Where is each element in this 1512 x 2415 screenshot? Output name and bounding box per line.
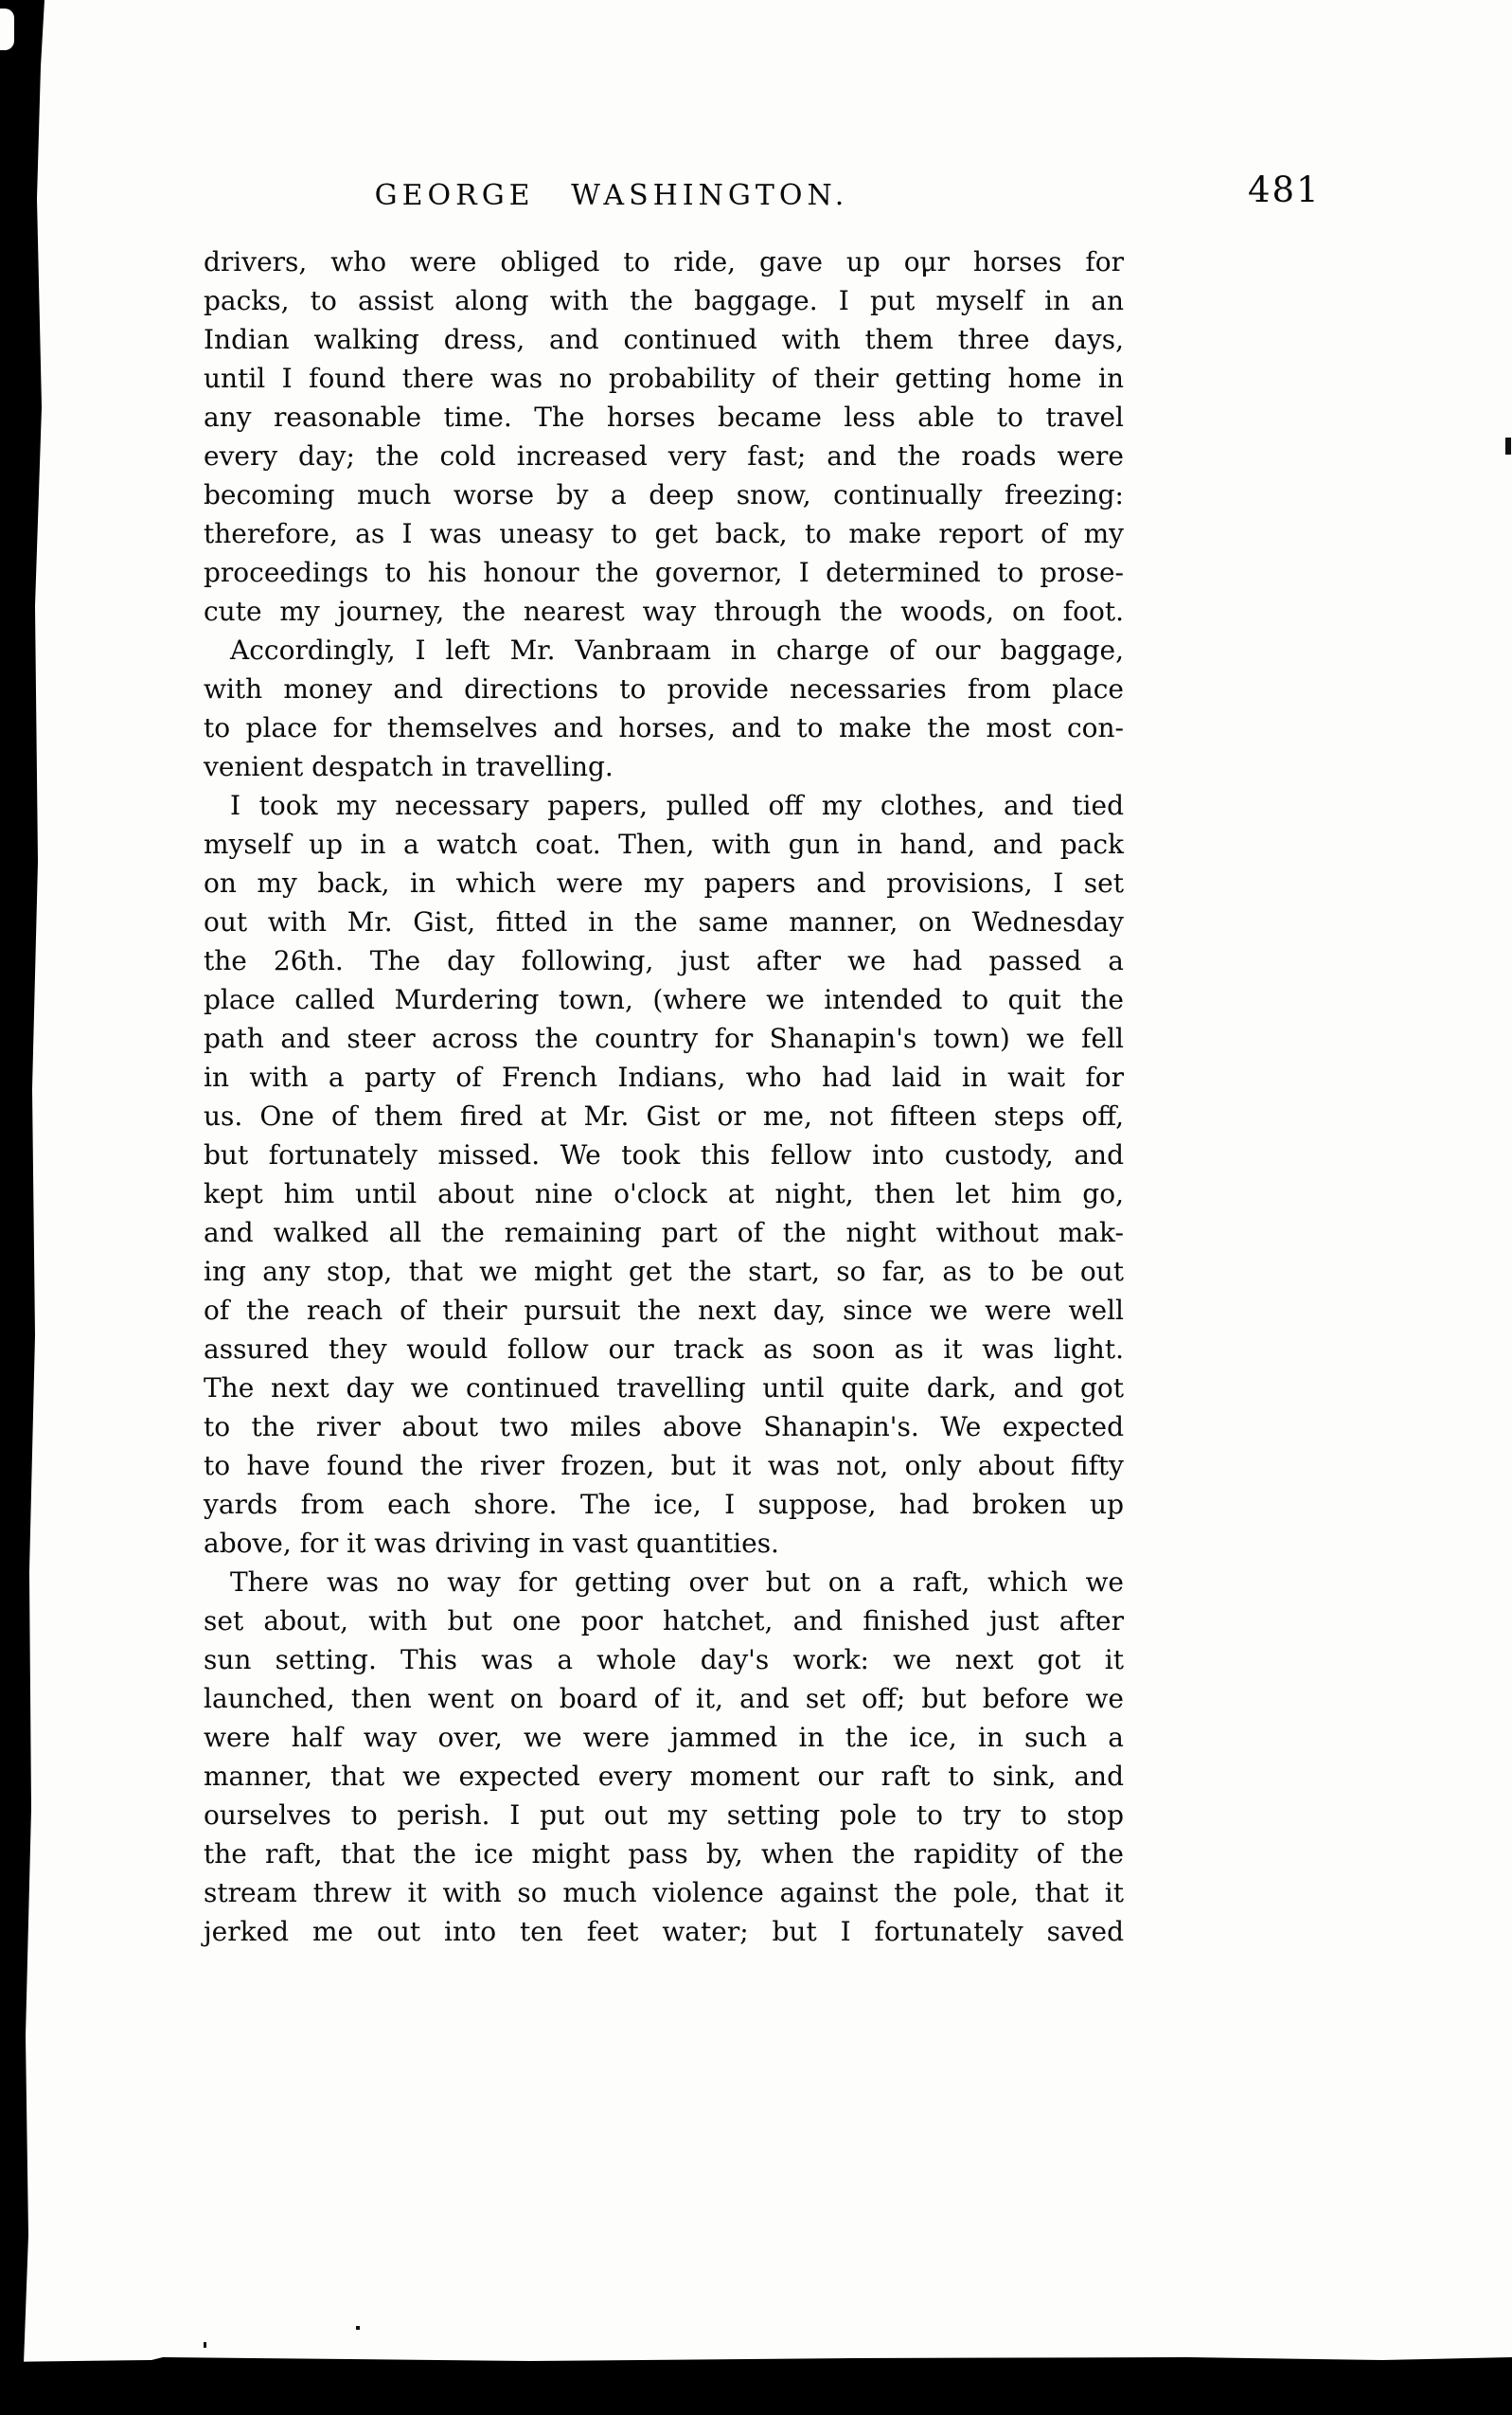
text-line: launched, then went on board of it, and set off; but before we <box>204 1683 1124 1714</box>
page-number: 481 <box>1248 170 1321 210</box>
text-line: therefore, as I was uneasy to get back, to make report of my <box>204 518 1124 549</box>
text-line: assured they would follow our track as soon as it was light. <box>204 1333 1124 1365</box>
scan-edge-bottom <box>0 2357 1512 2415</box>
text-line: out with Mr. Gist, fitted in the same manner, on Wednesday <box>204 906 1124 938</box>
text-line: manner, that we expected every moment our raft to sink, and <box>204 1761 1124 1792</box>
text-line: of the reach of their pursuit the next day, since we were well <box>204 1295 1124 1326</box>
paragraph <box>204 631 1124 786</box>
text-line: us. One of them fired at Mr. Gist or me, not fifteen steps off, <box>204 1100 1124 1132</box>
text-line: path and steer across the country for Shanapin's town) we fell <box>204 1023 1124 1054</box>
text-line: packs, to assist along with the baggage. I put myself in an <box>204 285 1124 316</box>
text-line: to place for themselves and horses, and to make the most con- <box>204 712 1124 743</box>
text-line: proceedings to his honour the governor, I determined to prose- <box>204 557 1124 588</box>
scan-speck <box>1505 438 1511 455</box>
text-line: I took my necessary papers, pulled off my clothes, and tied <box>230 790 1124 821</box>
text-line: to the river about two miles above Shanapin's. We expected <box>204 1411 1124 1442</box>
text-line: There was no way for getting over but on a raft, which we <box>230 1566 1124 1598</box>
text-line: place called Murdering town, (where we intended to quit the <box>204 984 1124 1015</box>
text-line: yards from each shore. The ice, I suppose, had broken up <box>204 1489 1124 1520</box>
text-line: set about, with but one poor hatchet, and finished just after <box>204 1605 1124 1637</box>
text-line: to have found the river frozen, but it was not, only about fifty <box>204 1450 1124 1481</box>
text-line: venient despatch in travelling. <box>204 751 614 782</box>
text-line: drivers, who were obliged to ride, gave up our horses for <box>204 246 1124 277</box>
text-line: The next day we continued travelling until quite dark, and got <box>204 1372 1124 1404</box>
text-line: on my back, in which were my papers and provisions, I set <box>204 868 1124 899</box>
text-line: stream threw it with so much violence against the pole, that it <box>204 1877 1124 1908</box>
text-line: with money and directions to provide necessaries from place <box>204 673 1124 705</box>
text-line: the raft, that the ice might pass by, when the rapidity of the <box>204 1838 1124 1869</box>
text-line: the 26th. The day following, just after we had passed a <box>204 945 1124 976</box>
text-line: every day; the cold increased very fast; and the roads were <box>204 440 1124 472</box>
scan-edge-left-notch <box>0 9 14 50</box>
text-line: but fortunately missed. We took this fellow into custody, and <box>204 1139 1124 1171</box>
running-head-title: GEORGE WASHINGTON. <box>374 179 849 212</box>
text-line: in with a party of French Indians, who had laid in wait for <box>204 1062 1124 1093</box>
scan-speck <box>356 2326 360 2330</box>
scan-speck <box>204 2342 206 2348</box>
text-line: Accordingly, I left Mr. Vanbraam in charge of our baggage, <box>230 635 1124 666</box>
text-block <box>204 242 1124 1951</box>
text-line: becoming much worse by a deep snow, continually freezing: <box>204 479 1124 510</box>
text-line: ing any stop, that we might get the start, so far, as to be out <box>204 1256 1124 1287</box>
text-line: ourselves to perish. I put out my setting pole to try to stop <box>204 1799 1124 1831</box>
text-line: were half way over, we were jammed in the ice, in such a <box>204 1722 1124 1753</box>
text-line: Indian walking dress, and continued with them three days, <box>204 324 1124 355</box>
text-line: and walked all the remaining part of the night without mak- <box>204 1217 1124 1248</box>
scan-edge-left <box>0 0 47 2415</box>
text-line: jerked me out into ten feet water; but I fortunately saved <box>204 1916 1124 1947</box>
text-line: cute my journey, the nearest way through the woods, on foot. <box>204 596 1124 627</box>
text-line: myself up in a watch coat. Then, with gun in hand, and pack <box>204 829 1124 860</box>
paragraph <box>204 242 1124 631</box>
paragraph <box>204 1563 1124 1951</box>
text-line: above, for it was driving in vast quantities. <box>204 1528 779 1559</box>
text-line: kept him until about nine o'clock at night, then let him go, <box>204 1178 1124 1209</box>
text-line: sun setting. This was a whole day's work: we next got it <box>204 1644 1124 1675</box>
text-line: any reasonable time. The horses became less able to travel <box>204 402 1124 433</box>
paragraph <box>204 786 1124 1563</box>
text-line: until I found there was no probability of their getting home in <box>204 363 1124 394</box>
